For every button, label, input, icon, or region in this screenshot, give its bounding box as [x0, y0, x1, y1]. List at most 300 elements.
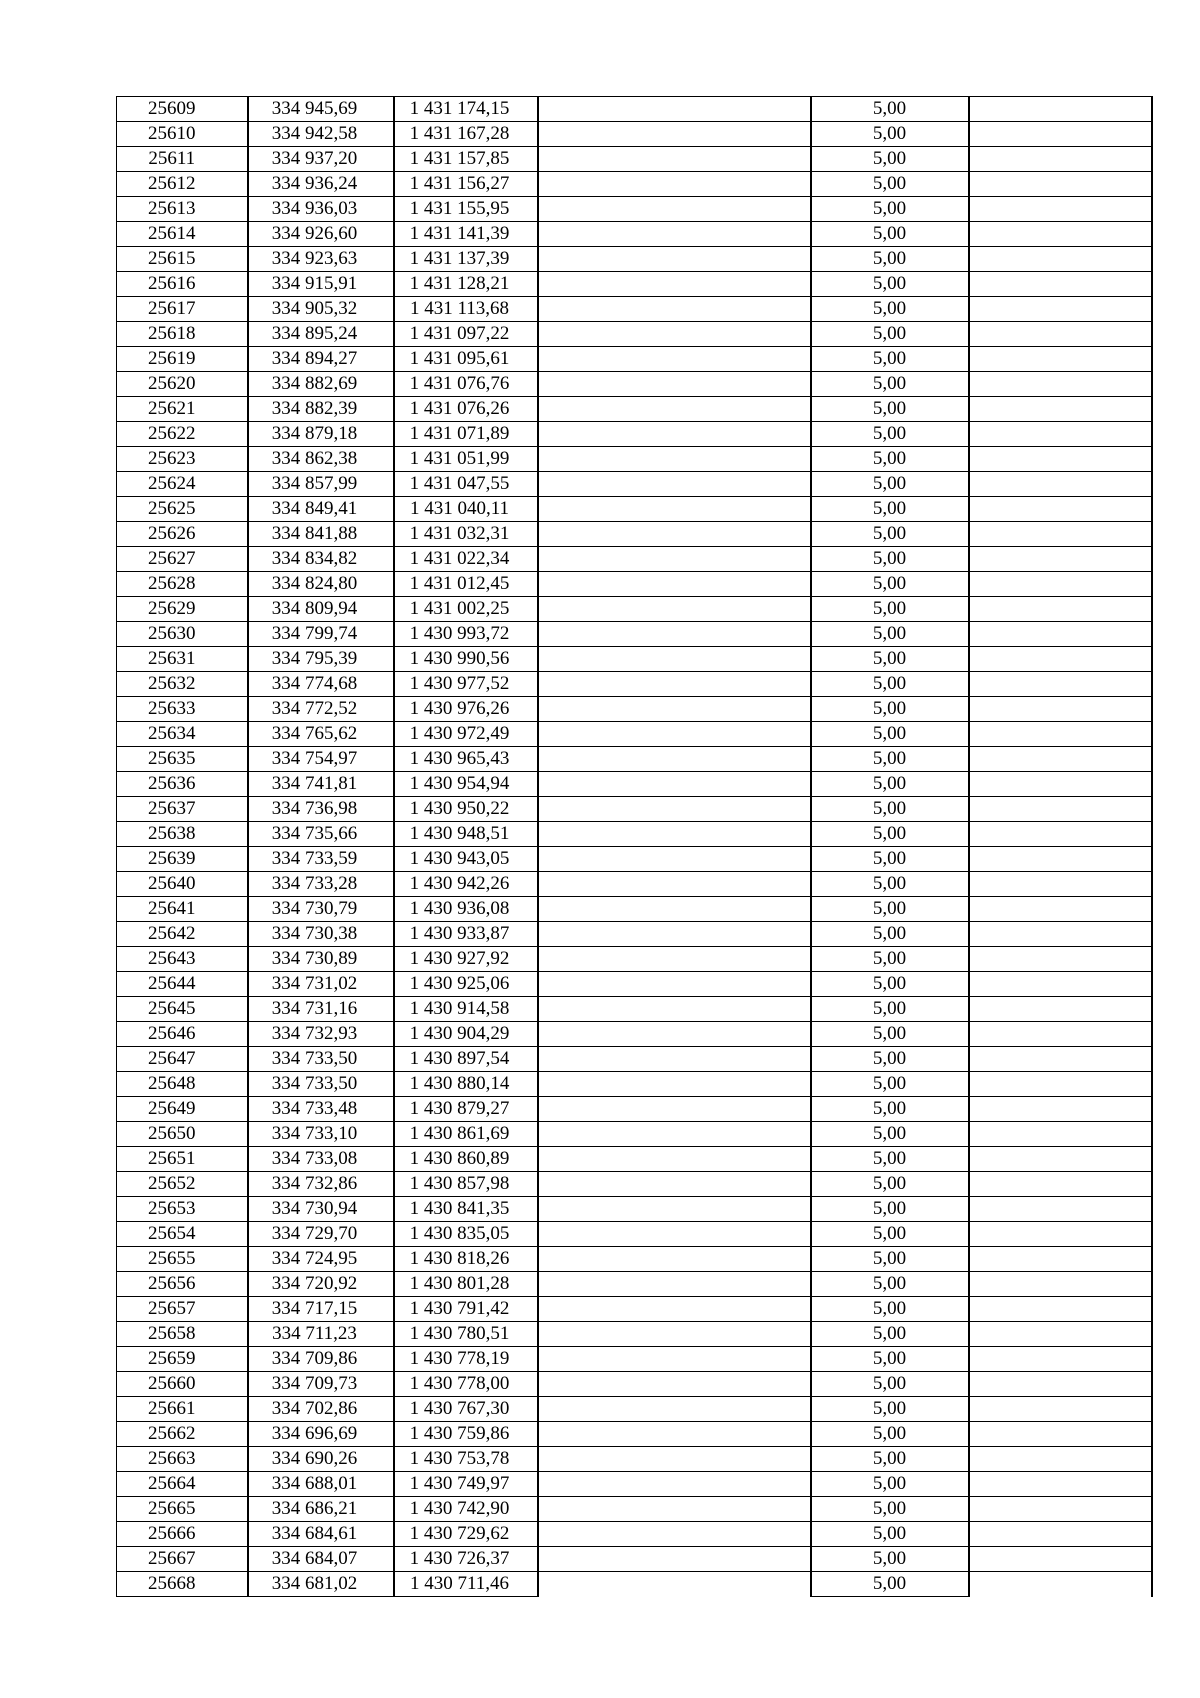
table-row	[117, 1472, 1152, 1497]
empty-cell	[969, 1572, 1152, 1597]
empty-cell	[969, 1472, 1152, 1497]
point-number-cell: 25652	[117, 1172, 248, 1197]
empty-cell	[538, 547, 811, 572]
point-number-cell: 25645	[117, 997, 248, 1022]
y-coordinate-cell: 1 430 925,06	[394, 972, 538, 997]
value-cell: 5,00	[811, 547, 969, 572]
y-coordinate-cell: 1 430 936,08	[394, 897, 538, 922]
empty-cell	[969, 1022, 1152, 1047]
value-cell: 5,00	[811, 722, 969, 747]
empty-cell	[969, 1097, 1152, 1122]
empty-cell	[969, 1247, 1152, 1272]
empty-cell	[969, 997, 1152, 1022]
empty-cell	[969, 772, 1152, 797]
x-coordinate-cell: 334 882,69	[248, 372, 394, 397]
empty-cell	[538, 797, 811, 822]
table-row	[117, 672, 1152, 697]
empty-cell	[969, 322, 1152, 347]
table-row	[117, 647, 1152, 672]
x-coordinate-cell: 334 862,38	[248, 447, 394, 472]
table-row	[117, 822, 1152, 847]
value-cell: 5,00	[811, 1122, 969, 1147]
empty-cell	[538, 822, 811, 847]
empty-cell	[969, 1347, 1152, 1372]
empty-cell	[969, 547, 1152, 572]
table-row	[117, 1422, 1152, 1447]
x-coordinate-cell: 334 736,98	[248, 797, 394, 822]
table-row	[117, 1047, 1152, 1072]
y-coordinate-cell: 1 430 861,69	[394, 1122, 538, 1147]
point-number-cell: 25668	[117, 1572, 248, 1597]
empty-cell	[969, 247, 1152, 272]
y-coordinate-cell: 1 431 156,27	[394, 172, 538, 197]
y-coordinate-cell: 1 430 914,58	[394, 997, 538, 1022]
empty-cell	[538, 1097, 811, 1122]
y-coordinate-cell: 1 430 972,49	[394, 722, 538, 747]
value-cell: 5,00	[811, 497, 969, 522]
empty-cell	[969, 597, 1152, 622]
table-row	[117, 222, 1152, 247]
x-coordinate-cell: 334 834,82	[248, 547, 394, 572]
point-number-cell: 25666	[117, 1522, 248, 1547]
value-cell: 5,00	[811, 1172, 969, 1197]
x-coordinate-cell: 334 857,99	[248, 472, 394, 497]
x-coordinate-cell: 334 733,50	[248, 1072, 394, 1097]
empty-cell	[538, 1222, 811, 1247]
empty-cell	[969, 947, 1152, 972]
table-row	[117, 747, 1152, 772]
empty-cell	[538, 197, 811, 222]
y-coordinate-cell: 1 430 711,46	[394, 1572, 538, 1597]
empty-cell	[538, 1247, 811, 1272]
point-number-cell: 25622	[117, 422, 248, 447]
empty-cell	[969, 672, 1152, 697]
table-row	[117, 897, 1152, 922]
table-row	[117, 1272, 1152, 1297]
value-cell: 5,00	[811, 922, 969, 947]
empty-cell	[969, 1397, 1152, 1422]
empty-cell	[538, 372, 811, 397]
x-coordinate-cell: 334 702,86	[248, 1397, 394, 1422]
empty-cell	[538, 1297, 811, 1322]
y-coordinate-cell: 1 431 040,11	[394, 497, 538, 522]
y-coordinate-cell: 1 431 076,26	[394, 397, 538, 422]
empty-cell	[538, 1022, 811, 1047]
value-cell: 5,00	[811, 797, 969, 822]
y-coordinate-cell: 1 430 857,98	[394, 1172, 538, 1197]
empty-cell	[538, 522, 811, 547]
point-number-cell: 25634	[117, 722, 248, 747]
value-cell: 5,00	[811, 1022, 969, 1047]
value-cell: 5,00	[811, 472, 969, 497]
x-coordinate-cell: 334 696,69	[248, 1422, 394, 1447]
x-coordinate-cell: 334 684,07	[248, 1547, 394, 1572]
table-row	[117, 1172, 1152, 1197]
empty-cell	[538, 572, 811, 597]
point-number-cell: 25640	[117, 872, 248, 897]
point-number-cell: 25613	[117, 197, 248, 222]
empty-cell	[538, 1447, 811, 1472]
empty-cell	[969, 1147, 1152, 1172]
table-row	[117, 297, 1152, 322]
y-coordinate-cell: 1 430 927,92	[394, 947, 538, 972]
x-coordinate-cell: 334 720,92	[248, 1272, 394, 1297]
value-cell: 5,00	[811, 122, 969, 147]
y-coordinate-cell: 1 431 002,25	[394, 597, 538, 622]
empty-cell	[969, 897, 1152, 922]
value-cell: 5,00	[811, 347, 969, 372]
value-cell: 5,00	[811, 897, 969, 922]
empty-cell	[969, 1522, 1152, 1547]
empty-cell	[538, 972, 811, 997]
value-cell: 5,00	[811, 247, 969, 272]
table-row	[117, 347, 1152, 372]
y-coordinate-cell: 1 430 742,90	[394, 1497, 538, 1522]
empty-cell	[538, 1472, 811, 1497]
x-coordinate-cell: 334 841,88	[248, 522, 394, 547]
empty-cell	[538, 97, 811, 122]
point-number-cell: 25663	[117, 1447, 248, 1472]
table-row	[117, 1572, 1152, 1597]
x-coordinate-cell: 334 730,89	[248, 947, 394, 972]
table-row	[117, 972, 1152, 997]
x-coordinate-cell: 334 923,63	[248, 247, 394, 272]
y-coordinate-cell: 1 430 943,05	[394, 847, 538, 872]
point-number-cell: 25651	[117, 1147, 248, 1172]
value-cell: 5,00	[811, 222, 969, 247]
point-number-cell: 25618	[117, 322, 248, 347]
empty-cell	[538, 1397, 811, 1422]
empty-cell	[969, 1447, 1152, 1472]
table-row	[117, 772, 1152, 797]
x-coordinate-cell: 334 733,48	[248, 1097, 394, 1122]
point-number-cell: 25659	[117, 1347, 248, 1372]
y-coordinate-cell: 1 431 113,68	[394, 297, 538, 322]
point-number-cell: 25615	[117, 247, 248, 272]
value-cell: 5,00	[811, 1547, 969, 1572]
empty-cell	[538, 322, 811, 347]
point-number-cell: 25643	[117, 947, 248, 972]
value-cell: 5,00	[811, 1372, 969, 1397]
point-number-cell: 25621	[117, 397, 248, 422]
x-coordinate-cell: 334 732,93	[248, 1022, 394, 1047]
table-row	[117, 1447, 1152, 1472]
point-number-cell: 25623	[117, 447, 248, 472]
x-coordinate-cell: 334 879,18	[248, 422, 394, 447]
table-row	[117, 997, 1152, 1022]
empty-cell	[538, 347, 811, 372]
table-row	[117, 797, 1152, 822]
table-row	[117, 547, 1152, 572]
y-coordinate-cell: 1 431 167,28	[394, 122, 538, 147]
x-coordinate-cell: 334 709,86	[248, 1347, 394, 1372]
point-number-cell: 25616	[117, 272, 248, 297]
empty-cell	[538, 1072, 811, 1097]
empty-cell	[538, 172, 811, 197]
value-cell: 5,00	[811, 1097, 969, 1122]
y-coordinate-cell: 1 431 032,31	[394, 522, 538, 547]
point-number-cell: 25642	[117, 922, 248, 947]
empty-cell	[538, 1372, 811, 1397]
y-coordinate-cell: 1 431 128,21	[394, 272, 538, 297]
value-cell: 5,00	[811, 1522, 969, 1547]
point-number-cell: 25633	[117, 697, 248, 722]
empty-cell	[969, 347, 1152, 372]
table-row	[117, 372, 1152, 397]
y-coordinate-cell: 1 430 860,89	[394, 1147, 538, 1172]
x-coordinate-cell: 334 945,69	[248, 97, 394, 122]
table-row	[117, 447, 1152, 472]
empty-cell	[969, 397, 1152, 422]
empty-cell	[969, 497, 1152, 522]
table-row	[117, 697, 1152, 722]
point-number-cell: 25650	[117, 1122, 248, 1147]
y-coordinate-cell: 1 430 976,26	[394, 697, 538, 722]
value-cell: 5,00	[811, 622, 969, 647]
value-cell: 5,00	[811, 1447, 969, 1472]
value-cell: 5,00	[811, 322, 969, 347]
empty-cell	[538, 1272, 811, 1297]
empty-cell	[969, 147, 1152, 172]
empty-cell	[969, 747, 1152, 772]
x-coordinate-cell: 334 795,39	[248, 647, 394, 672]
x-coordinate-cell: 334 942,58	[248, 122, 394, 147]
table-row	[117, 1097, 1152, 1122]
empty-cell	[538, 897, 811, 922]
point-number-cell: 25609	[117, 97, 248, 122]
empty-cell	[538, 247, 811, 272]
x-coordinate-cell: 334 717,15	[248, 1297, 394, 1322]
empty-cell	[538, 997, 811, 1022]
value-cell: 5,00	[811, 847, 969, 872]
point-number-cell: 25654	[117, 1222, 248, 1247]
table-row	[117, 1497, 1152, 1522]
point-number-cell: 25638	[117, 822, 248, 847]
empty-cell	[538, 647, 811, 672]
y-coordinate-cell: 1 430 749,97	[394, 1472, 538, 1497]
empty-cell	[969, 1047, 1152, 1072]
table-row	[117, 1022, 1152, 1047]
table-row	[117, 122, 1152, 147]
table-row	[117, 1547, 1152, 1572]
empty-cell	[538, 272, 811, 297]
empty-cell	[969, 522, 1152, 547]
point-number-cell: 25662	[117, 1422, 248, 1447]
x-coordinate-cell: 334 681,02	[248, 1572, 394, 1597]
y-coordinate-cell: 1 430 726,37	[394, 1547, 538, 1572]
empty-cell	[538, 1522, 811, 1547]
point-number-cell: 25656	[117, 1272, 248, 1297]
empty-cell	[969, 797, 1152, 822]
table-row	[117, 1347, 1152, 1372]
value-cell: 5,00	[811, 1472, 969, 1497]
y-coordinate-cell: 1 431 076,76	[394, 372, 538, 397]
table-row	[117, 497, 1152, 522]
point-number-cell: 25639	[117, 847, 248, 872]
y-coordinate-cell: 1 430 879,27	[394, 1097, 538, 1122]
empty-cell	[538, 672, 811, 697]
empty-cell	[538, 297, 811, 322]
x-coordinate-cell: 334 730,94	[248, 1197, 394, 1222]
empty-cell	[969, 1297, 1152, 1322]
x-coordinate-cell: 334 732,86	[248, 1172, 394, 1197]
empty-cell	[969, 1122, 1152, 1147]
table-row	[117, 272, 1152, 297]
x-coordinate-cell: 334 894,27	[248, 347, 394, 372]
point-number-cell: 25646	[117, 1022, 248, 1047]
y-coordinate-cell: 1 430 948,51	[394, 822, 538, 847]
empty-cell	[969, 722, 1152, 747]
value-cell: 5,00	[811, 1272, 969, 1297]
y-coordinate-cell: 1 430 780,51	[394, 1322, 538, 1347]
y-coordinate-cell: 1 430 950,22	[394, 797, 538, 822]
x-coordinate-cell: 334 729,70	[248, 1222, 394, 1247]
x-coordinate-cell: 334 733,59	[248, 847, 394, 872]
empty-cell	[969, 1197, 1152, 1222]
y-coordinate-cell: 1 431 095,61	[394, 347, 538, 372]
empty-cell	[538, 122, 811, 147]
y-coordinate-cell: 1 430 977,52	[394, 672, 538, 697]
table-row	[117, 322, 1152, 347]
empty-cell	[969, 1322, 1152, 1347]
table-row	[117, 1147, 1152, 1172]
value-cell: 5,00	[811, 572, 969, 597]
value-cell: 5,00	[811, 397, 969, 422]
point-number-cell: 25630	[117, 622, 248, 647]
table-row	[117, 1247, 1152, 1272]
empty-cell	[969, 122, 1152, 147]
y-coordinate-cell: 1 430 778,19	[394, 1347, 538, 1372]
y-coordinate-cell: 1 430 841,35	[394, 1197, 538, 1222]
table-row	[117, 1222, 1152, 1247]
point-number-cell: 25619	[117, 347, 248, 372]
empty-cell	[538, 1197, 811, 1222]
value-cell: 5,00	[811, 972, 969, 997]
table-row	[117, 1072, 1152, 1097]
y-coordinate-cell: 1 431 174,15	[394, 97, 538, 122]
y-coordinate-cell: 1 431 022,34	[394, 547, 538, 572]
point-number-cell: 25636	[117, 772, 248, 797]
empty-cell	[538, 422, 811, 447]
x-coordinate-cell: 334 774,68	[248, 672, 394, 697]
x-coordinate-cell: 334 731,02	[248, 972, 394, 997]
empty-cell	[969, 822, 1152, 847]
value-cell: 5,00	[811, 1397, 969, 1422]
table-row	[117, 1522, 1152, 1547]
table-row	[117, 247, 1152, 272]
y-coordinate-cell: 1 430 778,00	[394, 1372, 538, 1397]
y-coordinate-cell: 1 430 753,78	[394, 1447, 538, 1472]
empty-cell	[538, 497, 811, 522]
table-row	[117, 197, 1152, 222]
value-cell: 5,00	[811, 197, 969, 222]
empty-cell	[538, 622, 811, 647]
empty-cell	[969, 372, 1152, 397]
table-row	[117, 1322, 1152, 1347]
point-number-cell: 25649	[117, 1097, 248, 1122]
point-number-cell: 25635	[117, 747, 248, 772]
empty-cell	[538, 1047, 811, 1072]
x-coordinate-cell: 334 915,91	[248, 272, 394, 297]
y-coordinate-cell: 1 430 993,72	[394, 622, 538, 647]
point-number-cell: 25647	[117, 1047, 248, 1072]
table-row	[117, 97, 1152, 122]
table-row	[117, 947, 1152, 972]
value-cell: 5,00	[811, 1047, 969, 1072]
empty-cell	[538, 1347, 811, 1372]
point-number-cell: 25626	[117, 522, 248, 547]
value-cell: 5,00	[811, 597, 969, 622]
y-coordinate-cell: 1 430 965,43	[394, 747, 538, 772]
x-coordinate-cell: 334 936,24	[248, 172, 394, 197]
value-cell: 5,00	[811, 1572, 969, 1597]
point-number-cell: 25667	[117, 1547, 248, 1572]
x-coordinate-cell: 334 711,23	[248, 1322, 394, 1347]
table-row	[117, 147, 1152, 172]
y-coordinate-cell: 1 431 155,95	[394, 197, 538, 222]
value-cell: 5,00	[811, 697, 969, 722]
empty-cell	[538, 147, 811, 172]
point-number-cell: 25655	[117, 1247, 248, 1272]
point-number-cell: 25657	[117, 1297, 248, 1322]
value-cell: 5,00	[811, 1222, 969, 1247]
empty-cell	[538, 747, 811, 772]
empty-cell	[969, 197, 1152, 222]
y-coordinate-cell: 1 431 012,45	[394, 572, 538, 597]
empty-cell	[969, 872, 1152, 897]
point-number-cell: 25617	[117, 297, 248, 322]
x-coordinate-cell: 334 849,41	[248, 497, 394, 522]
empty-cell	[969, 847, 1152, 872]
empty-cell	[538, 772, 811, 797]
value-cell: 5,00	[811, 1147, 969, 1172]
empty-cell	[538, 722, 811, 747]
empty-cell	[969, 1272, 1152, 1297]
empty-cell	[538, 1122, 811, 1147]
value-cell: 5,00	[811, 1247, 969, 1272]
table-row	[117, 597, 1152, 622]
empty-cell	[969, 1372, 1152, 1397]
value-cell: 5,00	[811, 447, 969, 472]
value-cell: 5,00	[811, 522, 969, 547]
point-number-cell: 25664	[117, 1472, 248, 1497]
point-number-cell: 25632	[117, 672, 248, 697]
y-coordinate-cell: 1 431 137,39	[394, 247, 538, 272]
empty-cell	[969, 1547, 1152, 1572]
point-number-cell: 25624	[117, 472, 248, 497]
value-cell: 5,00	[811, 172, 969, 197]
empty-cell	[969, 272, 1152, 297]
point-number-cell: 25661	[117, 1397, 248, 1422]
empty-cell	[969, 972, 1152, 997]
empty-cell	[538, 472, 811, 497]
value-cell: 5,00	[811, 822, 969, 847]
y-coordinate-cell: 1 431 097,22	[394, 322, 538, 347]
empty-cell	[969, 647, 1152, 672]
table-row	[117, 172, 1152, 197]
empty-cell	[969, 447, 1152, 472]
empty-cell	[969, 172, 1152, 197]
y-coordinate-cell: 1 430 801,28	[394, 1272, 538, 1297]
empty-cell	[969, 422, 1152, 447]
x-coordinate-cell: 334 824,80	[248, 572, 394, 597]
table-row	[117, 622, 1152, 647]
y-coordinate-cell: 1 430 897,54	[394, 1047, 538, 1072]
table-row	[117, 572, 1152, 597]
empty-cell	[538, 1547, 811, 1572]
y-coordinate-cell: 1 430 904,29	[394, 1022, 538, 1047]
y-coordinate-cell: 1 430 759,86	[394, 1422, 538, 1447]
